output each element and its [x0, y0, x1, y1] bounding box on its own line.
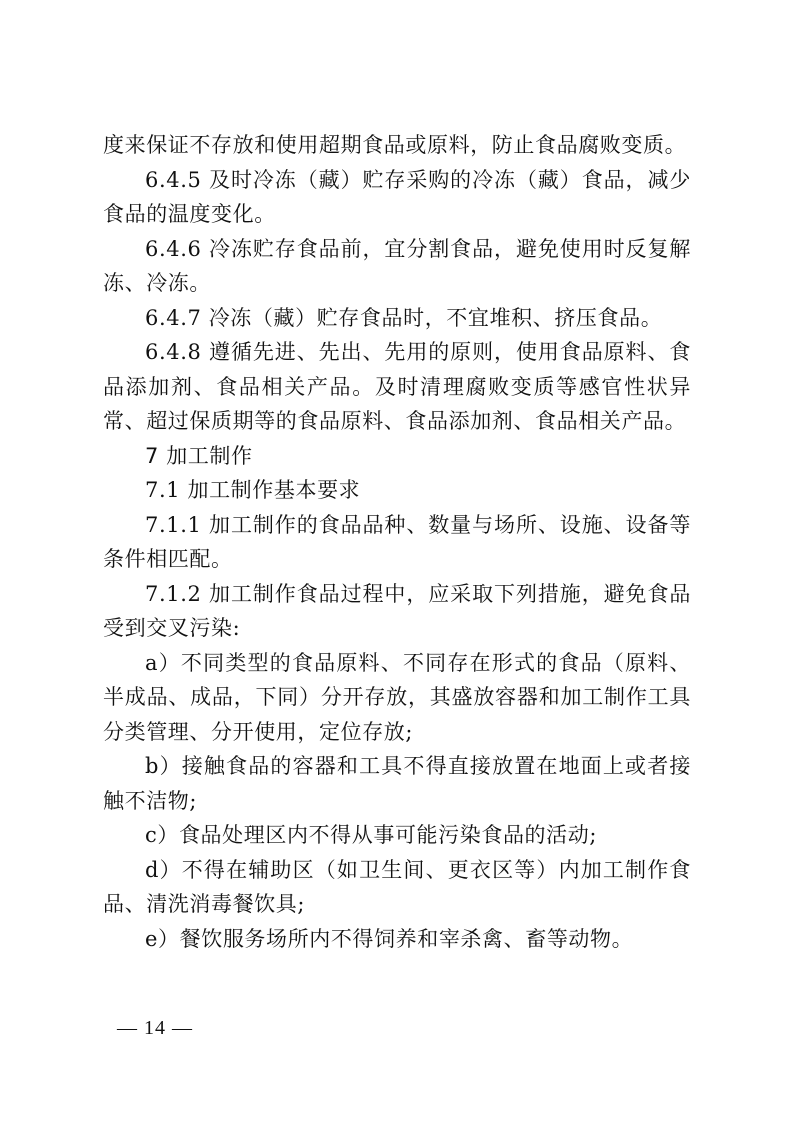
list-item-e: e）餐饮服务场所内不得饲养和宰杀禽、畜等动物。	[145, 926, 634, 951]
subsection-heading-7-1: 7.1 加工制作基本要求	[145, 478, 361, 502]
section-heading-7: 7 加工制作	[145, 443, 253, 468]
paragraph-6-4-8: 6.4.8 遵循先进、先出、先用的原则，使用食品原料、食品添加剂、食品相关产品。及时清理腐败变质等感官性状异常、超过保质期等的食品原料、食品添加剂、食品相关产品。	[103, 340, 691, 433]
paragraph-6-4-7: 6.4.7 冷冻（藏）贮存食品时，不宜堆积、挤压食品。	[145, 305, 663, 330]
document-body	[103, 128, 691, 956]
paragraph-continued: 度来保证不存放和使用超期食品或原料，防止食品腐败变质。	[103, 133, 687, 157]
list-item-a: a）不同类型的食品原料、不同存在形式的食品（原料、半成品、成品，下同）分开存放，其盛放容器和加工制作工具分类管理、分开使用，定位存放;	[103, 650, 691, 744]
list-item-d: d）不得在辅助区（如卫生间、更衣区等）内加工制作食品、清洗消毒餐饮具;	[103, 857, 691, 916]
paragraph-7-1-1: 7.1.1 加工制作的食品品种、数量与场所、设施、设备等条件相匹配。	[103, 512, 691, 571]
paragraph-6-4-6: 6.4.6 冷冻贮存食品前，宜分割食品，避免使用时反复解冻、冷冻。	[103, 236, 691, 295]
list-item-b: b）接触食品的容器和工具不得直接放置在地面上或者接触不洁物;	[103, 754, 691, 813]
paragraph-6-4-5: 6.4.5 及时冷冻（藏）贮存采购的冷冻（藏）食品，减少食品的温度变化。	[103, 167, 691, 226]
list-item-c: c）食品处理区内不得从事可能污染食品的活动;	[145, 823, 598, 847]
paragraph-7-1-2: 7.1.2 加工制作食品过程中，应采取下列措施，避免食品受到交叉污染:	[103, 581, 691, 640]
page-number: — 14 —	[117, 1017, 193, 1039]
